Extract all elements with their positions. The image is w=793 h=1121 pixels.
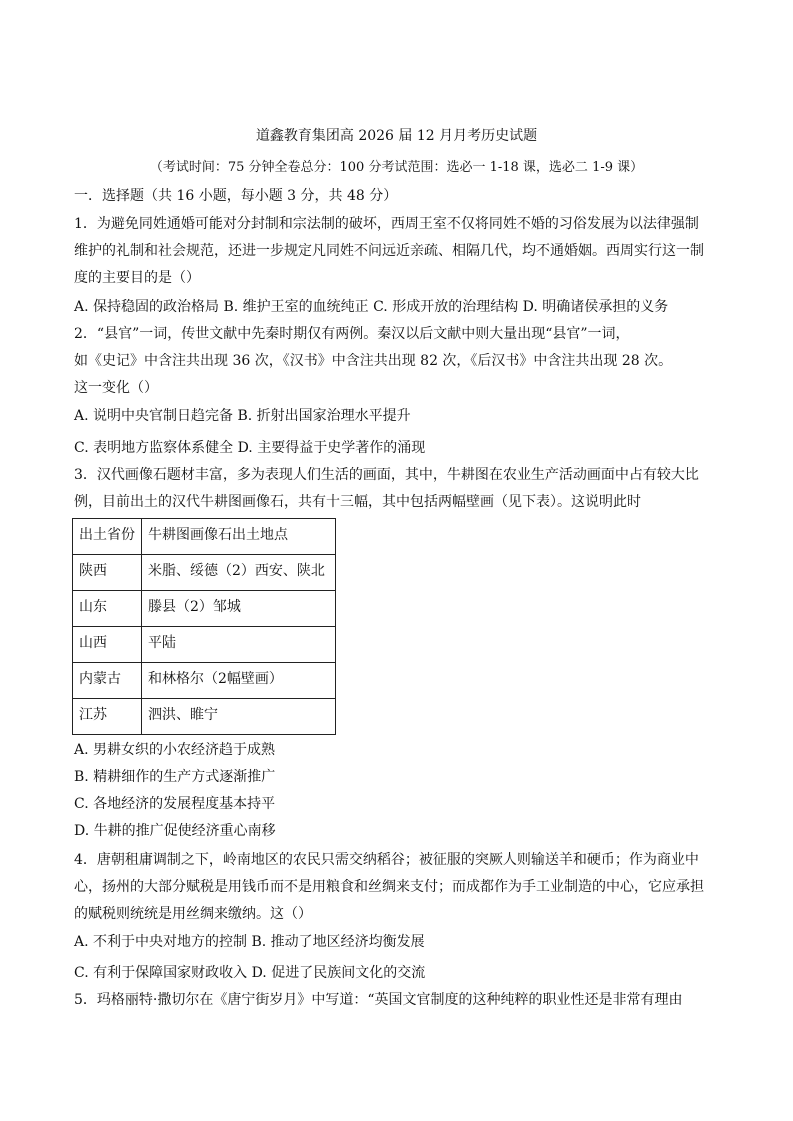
q1-stem-line-1: 1．为避免同姓通婚可能对分封制和宗法制的破坏，西周王室不仅将同姓不婚的习俗发展为以法律强制: [74, 216, 699, 232]
table-cell: 米脂、绥德（2）西安、陕北: [142, 555, 336, 591]
q1-options: A. 保持稳固的政治格局 B. 维护王室的血统纯正 C. 形成开放的治理结构 D. 明确诸侯承担的义务: [74, 299, 669, 315]
q2-stem-line-1: 2．“县官”一词，传世文献中先秦时期仅有两例。秦汉以后文献中则大量出现“县官”一词，: [74, 326, 630, 342]
table-header-cell: 出土省份: [73, 519, 142, 555]
table-cell: 滕县（2）邹城: [142, 591, 336, 627]
section-heading: 一．选择题（共 16 小题，每小题 3 分，共 48 分）: [74, 188, 398, 204]
q4-stem-line-3: 的赋税则统统是用丝绸来缴纳。这（）: [74, 906, 312, 922]
table-cell: 泗洪、睢宁: [142, 699, 336, 735]
q3-stem-line-2: 例，目前出土的汉代牛耕图画像石，共有十三幅，其中包括两幅壁画（见下表）。这说明此时: [74, 494, 641, 510]
table-cell: 江苏: [73, 699, 142, 735]
table-cell: 平陆: [142, 627, 336, 663]
q1-stem-line-2: 维护的礼制和社会规范，还进一步规定凡同姓不问远近亲疏、相隔几代，均不通婚姻。西周实行这一制: [74, 243, 704, 259]
q3-stem-line-1: 3．汉代画像石题材丰富，多为表现人们生活的画面，其中，牛耕图在农业生产活动画面中占有较大比: [74, 467, 699, 483]
q4-options-ab: A. 不利于中央对地方的控制 B. 推动了地区经济均衡发展: [74, 934, 425, 950]
exam-title: 道鑫教育集团高 2026 届 12 月月考历史试题: [255, 128, 538, 144]
table-row: [73, 627, 336, 663]
table-cell: 内蒙古: [73, 663, 142, 699]
q3-option-b: B. 精耕细作的生产方式逐渐推广: [74, 769, 276, 785]
table-cell: 和林格尔（2幅壁画）: [142, 663, 336, 699]
q2-stem-line-3: 这一变化（）: [74, 380, 158, 396]
table-row: [73, 591, 336, 627]
table-cell: 山东: [73, 591, 142, 627]
table-row: [73, 555, 336, 591]
table-cell: 山西: [73, 627, 142, 663]
q3-table: [72, 518, 336, 735]
q3-option-a: A. 男耕女织的小农经济趋于成熟: [74, 742, 276, 758]
q4-stem-line-2: 心，扬州的大部分赋税是用钱币而不是用粮食和丝绸来支付；而成都作为手工业制造的中心，它应承担: [74, 879, 704, 895]
q4-options-cd: C. 有利于保障国家财政收入 D. 促进了民族间文化的交流: [74, 965, 426, 981]
q1-stem-line-3: 度的主要目的是（）: [74, 270, 200, 286]
table-header-row: [73, 519, 336, 555]
table-row: [73, 699, 336, 735]
exam-subtitle: （考试时间：75 分钟全卷总分：100 分考试范围：选必一 1-18 课，选必二 1-9 课）: [149, 160, 644, 175]
table-cell: 陕西: [73, 555, 142, 591]
q3-option-c: C. 各地经济的发展程度基本持平: [74, 796, 276, 812]
q3-option-d: D. 牛耕的推广促使经济重心南移: [74, 823, 276, 839]
q5-stem-line-1: 5．玛格丽特·撒切尔在《唐宁街岁月》中写道：“英国文官制度的这种纯粹的职业性还是非常有理由: [74, 992, 683, 1008]
q2-options-ab: A. 说明中央官制日趋完备 B. 折射出国家治理水平提升: [74, 408, 411, 424]
table-row: [73, 663, 336, 699]
q2-options-cd: C. 表明地方监察体系健全 D. 主要得益于史学著作的涌现: [74, 440, 426, 456]
q2-stem-line-2: 如《史记》中含注共出现 36 次，《汉书》中含注共出现 82 次，《后汉书》中含注共出现 28 次。: [74, 353, 673, 369]
table-header-cell: 牛耕图画像石出土地点: [142, 519, 336, 555]
q4-stem-line-1: 4．唐朝租庸调制之下，岭南地区的农民只需交纳稻谷；被征服的突厥人则输送羊和硬币；作为商业中: [74, 852, 699, 868]
